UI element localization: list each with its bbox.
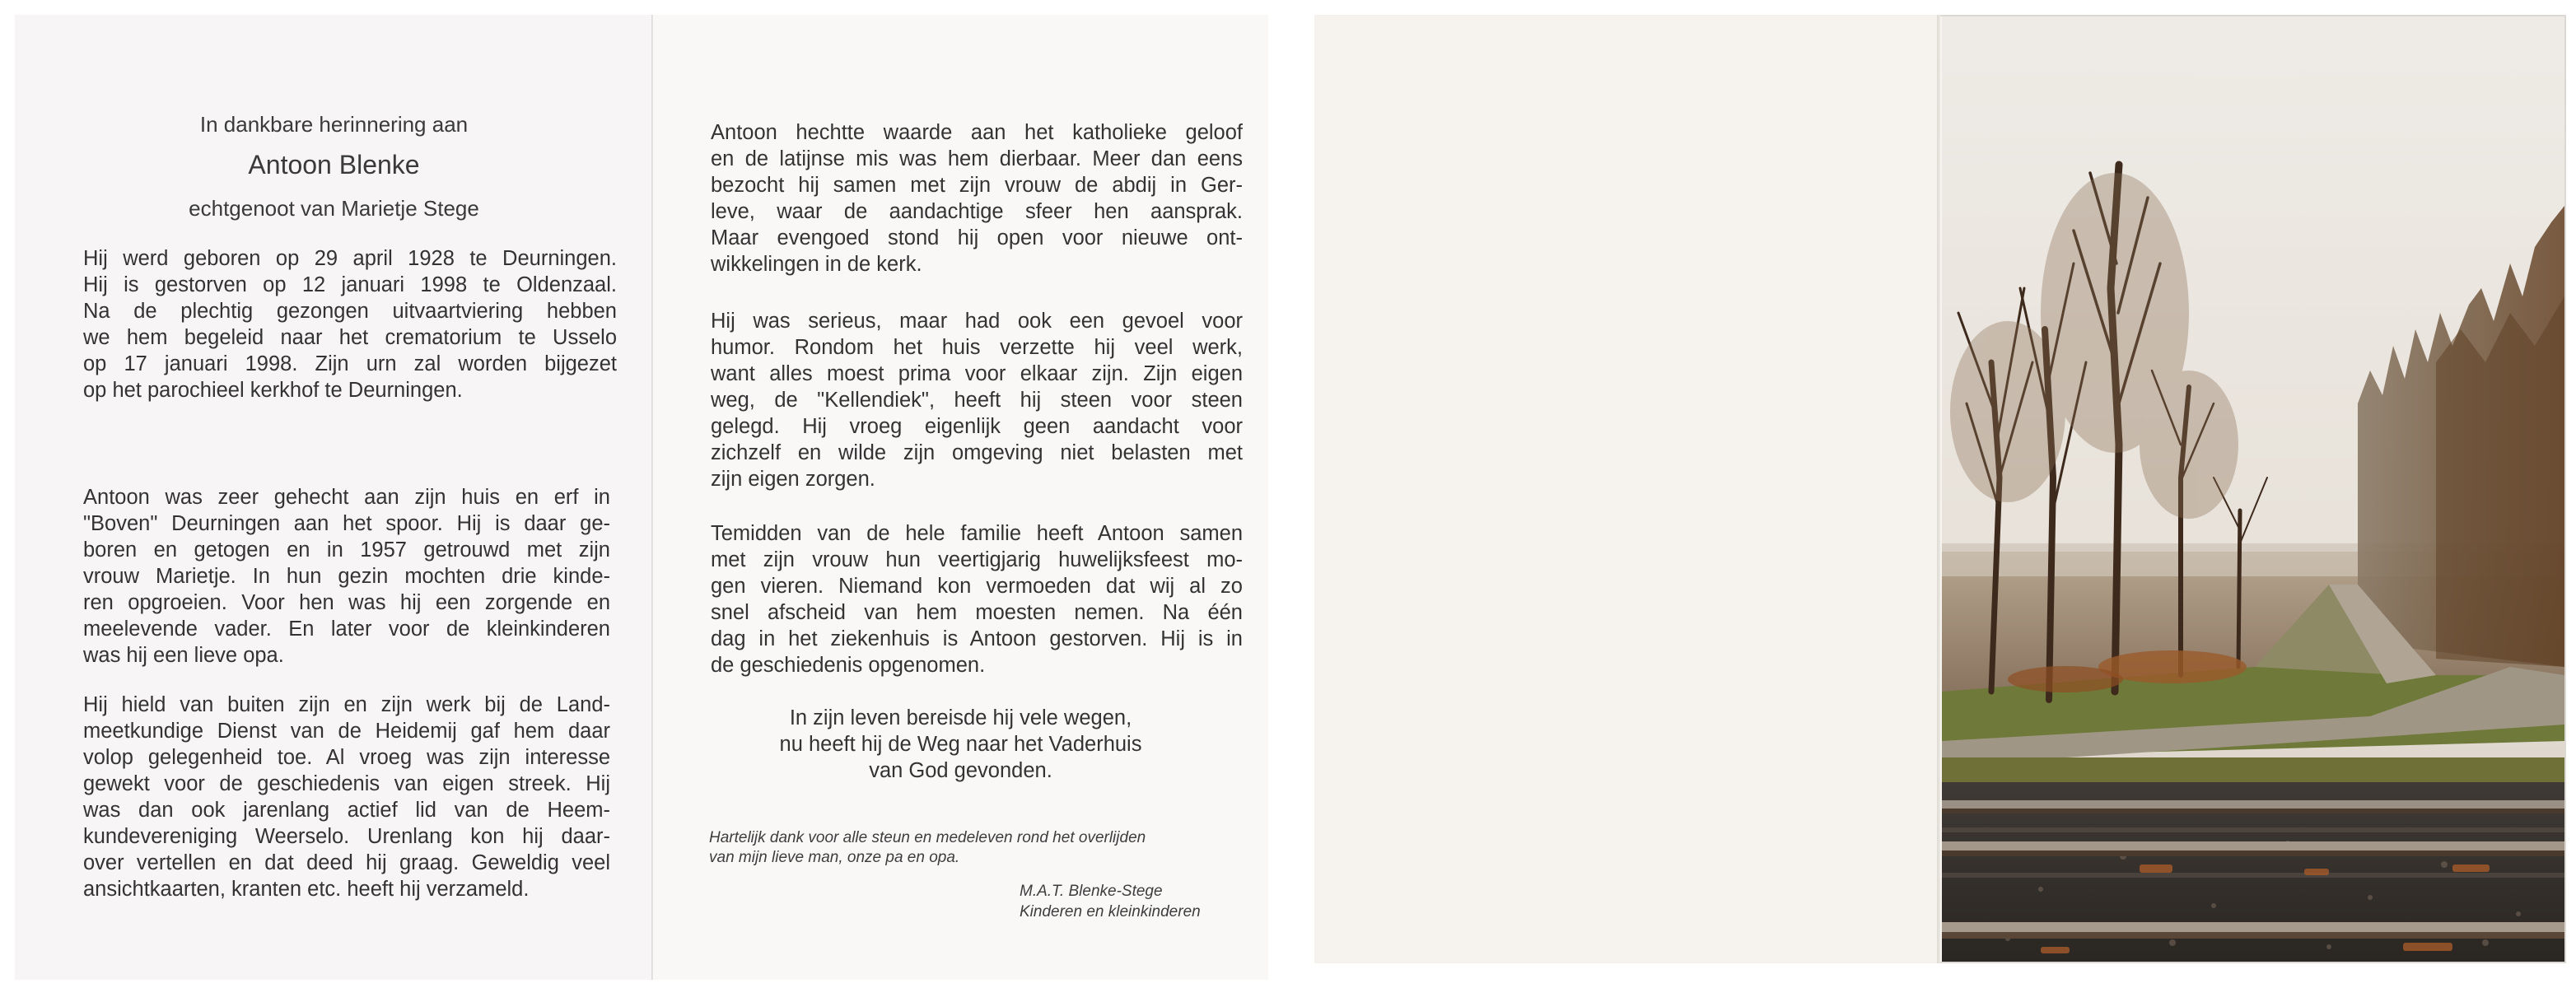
text-line: Hij werd geboren op 29 april 1928 te Deurningen. (83, 247, 617, 270)
text-line: op het parochieel kerkhof te Deurningen. (83, 379, 463, 402)
intro-line: In dankbare herinnering aan (199, 112, 469, 137)
paragraph-character (711, 308, 1243, 492)
text-line: op 17 januari 1998. Zijn urn zal worden bijgezet (83, 352, 617, 375)
text-line: was hij een lieve opa. (83, 644, 284, 667)
text-line: Hij hield van buiten zijn en zijn werk bij de Land- (83, 693, 610, 716)
outer-fold (1937, 15, 1940, 963)
signature-family: Kinderen en kleinkinderen (1020, 903, 1201, 920)
left-page (15, 15, 653, 980)
text-line: dag in het ziekenhuis is Antoon gestorven. Hij is in (711, 627, 1243, 650)
paragraph-home (83, 484, 610, 669)
memorial-card-outside (1314, 15, 2566, 963)
signature (1020, 881, 1201, 922)
text-line: bezocht hij samen met zijn vrouw de abdij in Ger- (711, 174, 1243, 197)
text-line: want alles moest prima voor elkaar zijn. Zijn eigen (711, 362, 1243, 385)
text-line: ansichtkaarten, kranten etc. heeft hij verzameld. (83, 878, 530, 901)
text-line: met zijn vrouw hun veertigjarig huwelijksfeest mo- (711, 548, 1243, 571)
thank-you-note (709, 828, 1253, 868)
text-line: "Boven" Deurningen aan het spoor. Hij is daar ge- (83, 512, 610, 535)
paragraph-work (83, 692, 610, 902)
paragraph-birth-death (83, 245, 617, 403)
text-line: gewekt voor de geschiedenis van eigen streek. Hij (83, 772, 610, 795)
thanks-line: van mijn lieve man, onze pa en opa. (709, 849, 960, 866)
text-line: volop gelegenheid toe. Al vroeg was zijn interesse (83, 746, 610, 769)
text-line: meetkundige Dienst van de Heidemij gaf hem daar (83, 720, 610, 743)
text-line: gelegd. Hij vroeg eigenlijk geen aandacht voor (711, 415, 1243, 438)
text-line: Antoon hechtte waarde aan het katholieke geloof (711, 121, 1243, 144)
text-line: humor. Rondom het huis verzette hij veel werk, (711, 336, 1243, 359)
poem-line: van God gevonden. (869, 759, 1052, 782)
spouse-line: echtgenoot van Marietje Stege (189, 196, 479, 221)
poem (653, 705, 1268, 784)
text-line: en de latijnse mis was hem dierbaar. Meer dan eens (711, 147, 1243, 170)
poem-line: In zijn leven bereisde hij vele wegen, (789, 706, 1132, 729)
thanks-line: Hartelijk dank voor alle steun en medeleven rond het overlijden (709, 829, 1146, 846)
text-line: Na de plechtig gezongen uitvaartviering hebben (83, 300, 617, 323)
text-line: we hem begeleid naar het crematorium te Usselo (83, 326, 617, 349)
text-line: zijn eigen zorgen. (711, 468, 875, 491)
poem-line: nu heeft hij de Weg naar het Vaderhuis (779, 733, 1142, 756)
text-line: over vertellen en dat deed hij graag. Geweldig veel (83, 851, 610, 874)
deceased-name: Antoon Blenke (248, 150, 420, 179)
text-line: Temidden van de hele familie heeft Antoon samen (711, 522, 1243, 545)
memorial-card-inside (15, 15, 1268, 980)
text-line: was dan ook jarenlang actief lid van de Heem- (83, 799, 610, 822)
text-line: Maar evengoed stond hij open voor nieuwe ont- (711, 226, 1243, 249)
text-line: zichzelf en wilde zijn omgeving niet belasten met (711, 441, 1243, 464)
text-line: boren en getogen en in 1957 getrouwd met zijn (83, 538, 610, 562)
text-line: Hij was serieus, maar had ook een gevoel voor (711, 310, 1243, 333)
text-line: ren opgroeien. Voor hen was hij een zorgende en (83, 591, 610, 614)
text-line: meelevende vader. En later voor de kleinkinderen (83, 618, 610, 641)
text-line: kundevereniging Weerselo. Urenlang kon hij daar- (83, 825, 610, 848)
text-line: snel afscheid van hem moesten nemen. Na één (711, 601, 1243, 624)
paragraph-family (711, 520, 1243, 678)
text-line: gen vieren. Niemand kon vermoeden dat wij al zo (711, 575, 1243, 598)
text-line: wikkelingen in de kerk. (711, 253, 922, 276)
text-line: Antoon was zeer gehecht aan zijn huis en erf in (83, 486, 610, 509)
text-line: weg, de "Kellendiek", heeft hij steen voor steen (711, 389, 1243, 412)
railway-landscape-photo (1942, 16, 2564, 962)
signature-name: M.A.T. Blenke-Stege (1020, 883, 1163, 900)
text-line: de geschiedenis opgenomen. (711, 654, 986, 677)
paragraph-faith (711, 119, 1243, 277)
text-line: leve, waar de aandachtige sfeer hen aansprak. (711, 200, 1243, 223)
blank-back-page (1314, 15, 1939, 963)
text-line: Hij is gestorven op 12 januari 1998 te Oldenzaal. (83, 273, 617, 296)
text-line: vrouw Marietje. In hun gezin mochten drie kinde- (83, 565, 610, 588)
